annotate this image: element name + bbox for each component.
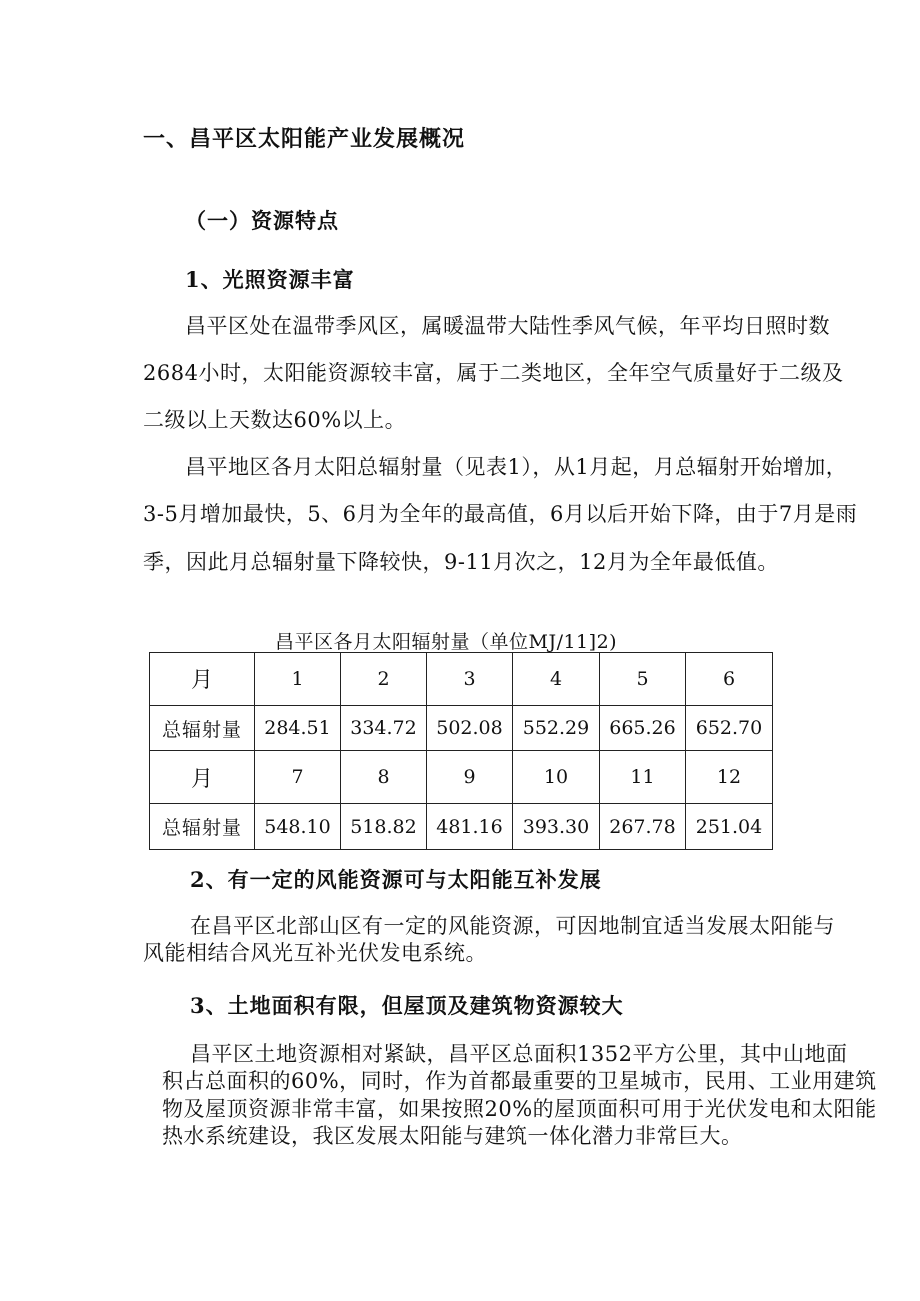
paragraph-line: 昌平地区各月太阳总辐射量（见表1），从1月起，月总辐射开始增加，	[185, 455, 848, 479]
value-cell: 502.08	[427, 705, 513, 751]
table-row	[150, 751, 773, 804]
month-cell: 11	[600, 751, 686, 804]
month-cell: 3	[427, 653, 513, 706]
paragraph-line: 热水系统建设，我区发展太阳能与建筑一体化潜力非常巨大。	[162, 1124, 743, 1148]
paragraph-line: 昌平区处在温带季风区，属暖温带大陆性季风气候，年平均日照时数	[185, 314, 830, 338]
month-cell: 9	[427, 751, 513, 804]
value-cell: 548.10	[255, 804, 341, 850]
month-cell: 1	[255, 653, 341, 706]
paragraph-line: 2684小时，太阳能资源较丰富，属于二类地区，全年空气质量好于二级及	[143, 361, 844, 385]
value-cell: 518.82	[341, 804, 427, 850]
paragraph-line: 季，因此月总辐射量下降较快，9-11月次之，12月为全年最低值。	[143, 550, 779, 574]
value-label-cell: 总辐射量	[150, 804, 255, 850]
table-row	[150, 804, 773, 850]
heading-1: 一、昌平区太阳能产业发展概况	[143, 126, 466, 152]
value-cell: 665.26	[600, 705, 686, 751]
month-label-cell: 月	[150, 751, 255, 804]
month-cell: 12	[686, 751, 773, 804]
value-label-cell: 总辐射量	[150, 705, 255, 751]
item-2-title: 2、有一定的风能资源可与太阳能互补发展	[190, 867, 602, 892]
paragraph-line: 物及屋顶资源非常丰富，如果按照20%的屋顶面积可用于光伏发电和太阳能	[162, 1097, 877, 1121]
table-row	[150, 705, 773, 751]
value-cell: 552.29	[513, 705, 600, 751]
paragraph-line: 3-5月增加最快，5、6月为全年的最高值，6月以后开始下降，由于7月是雨	[143, 502, 858, 526]
month-label-cell: 月	[150, 653, 255, 706]
month-cell: 6	[686, 653, 773, 706]
item-1-title: 1、光照资源丰富	[185, 267, 355, 292]
month-cell: 8	[341, 751, 427, 804]
month-cell: 5	[600, 653, 686, 706]
value-cell: 652.70	[686, 705, 773, 751]
value-cell: 334.72	[341, 705, 427, 751]
value-cell: 393.30	[513, 804, 600, 850]
value-cell: 251.04	[686, 804, 773, 850]
paragraph-line: 风能相结合风光互补光伏发电系统。	[143, 941, 487, 965]
table-row	[150, 653, 773, 706]
month-cell: 7	[255, 751, 341, 804]
paragraph-line: 在昌平区北部山区有一定的风能资源，可因地制宜适当发展太阳能与	[190, 914, 835, 938]
value-cell: 267.78	[600, 804, 686, 850]
item-3-title: 3、土地面积有限，但屋顶及建筑物资源较大	[190, 993, 624, 1018]
paragraph-line: 昌平区土地资源相对紧缺，昌平区总面积1352平方公里，其中山地面	[190, 1042, 848, 1066]
paragraph-line: 积占总面积的60%，同时，作为首都最重要的卫星城市，民用、工业用建筑	[162, 1069, 877, 1093]
value-cell: 481.16	[427, 804, 513, 850]
radiation-table	[149, 652, 773, 850]
month-cell: 10	[513, 751, 600, 804]
value-cell: 284.51	[255, 705, 341, 751]
section-heading: （一）资源特点	[185, 208, 339, 233]
paragraph-line: 二级以上天数达60%以上。	[143, 408, 407, 432]
month-cell: 4	[513, 653, 600, 706]
month-cell: 2	[341, 653, 427, 706]
table-caption: 昌平区各月太阳辐射量（单位MJ/11]2)	[275, 631, 618, 653]
